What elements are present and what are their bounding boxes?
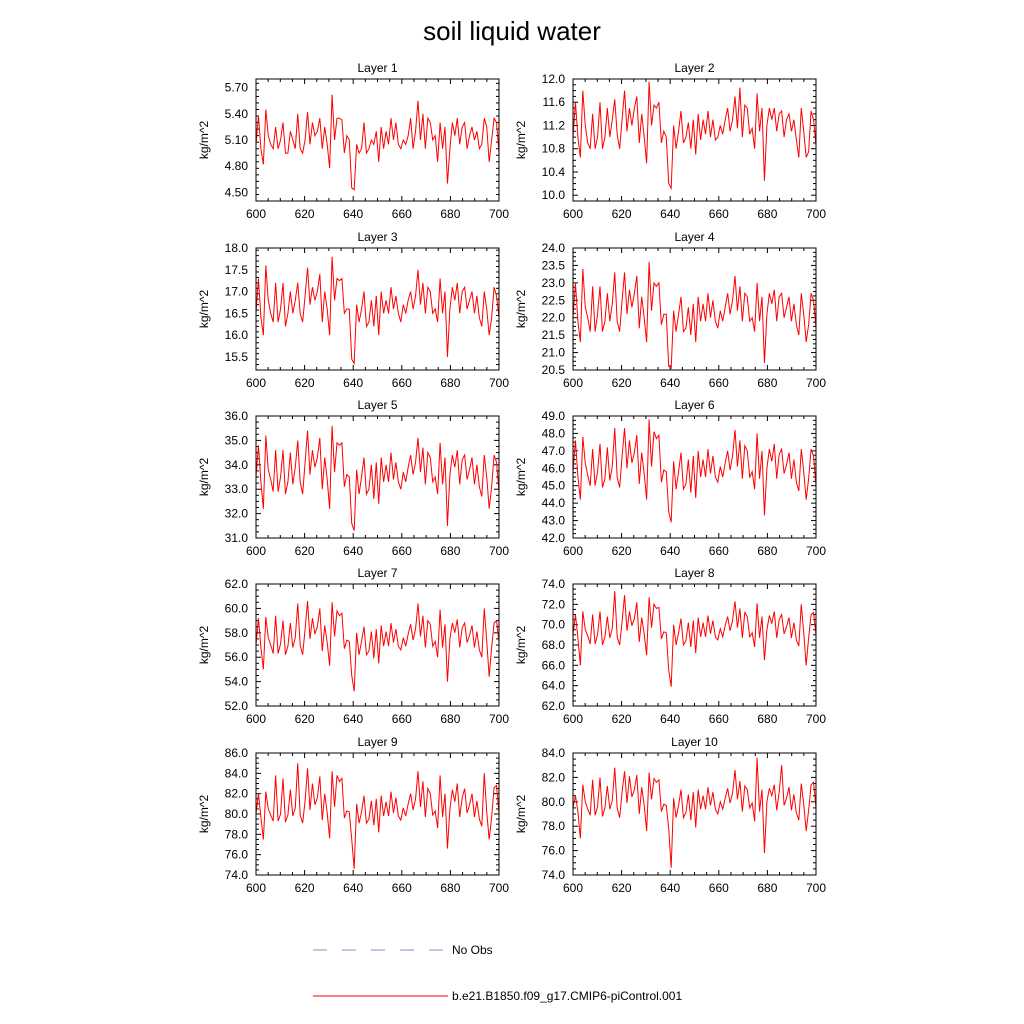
y-axis-label: kg/m^2 — [514, 794, 528, 834]
x-tick-label: 600 — [562, 376, 584, 390]
y-tick-label: 22.5 — [541, 293, 565, 308]
panel-8 — [514, 566, 826, 726]
y-axis-label: kg/m^2 — [514, 120, 528, 160]
x-tick-label: 640 — [660, 207, 681, 221]
series-line — [256, 763, 499, 869]
x-tick-label: 640 — [660, 376, 681, 390]
y-tick-label: 45.0 — [541, 478, 565, 493]
x-tick-label: 680 — [757, 376, 778, 390]
x-tick-label: 620 — [294, 544, 315, 558]
figure-title: soil liquid water — [423, 16, 601, 46]
y-tick-label: 43.0 — [541, 513, 565, 528]
y-axis-label: kg/m^2 — [197, 120, 211, 160]
y-tick-label: 82.0 — [541, 770, 565, 785]
panel-title: Layer 9 — [357, 735, 398, 749]
x-tick-label: 620 — [611, 544, 632, 558]
y-tick-label: 5.70 — [224, 80, 248, 95]
y-tick-label: 66.0 — [541, 658, 565, 673]
x-tick-label: 700 — [805, 376, 827, 390]
x-tick-label: 640 — [343, 712, 364, 726]
panel-title: Layer 3 — [357, 230, 398, 244]
y-tick-label: 32.0 — [224, 506, 248, 521]
y-tick-label: 24.0 — [541, 241, 565, 255]
plot-frame — [573, 584, 816, 706]
y-tick-label: 10.4 — [541, 164, 565, 179]
y-tick-label: 74.0 — [541, 577, 565, 591]
series-line — [256, 426, 499, 531]
y-tick-label: 5.40 — [224, 106, 248, 121]
panel-7 — [197, 566, 509, 726]
y-tick-label: 21.0 — [541, 345, 565, 360]
x-tick-label: 680 — [440, 712, 461, 726]
x-tick-label: 680 — [757, 712, 778, 726]
series-line — [573, 82, 816, 188]
x-tick-label: 700 — [805, 207, 827, 221]
panel-title: Layer 7 — [357, 566, 398, 580]
series-line — [573, 758, 816, 868]
panel-1 — [197, 61, 509, 221]
y-tick-label: 10.0 — [541, 188, 565, 203]
legend-label-no-obs: No Obs — [452, 943, 493, 957]
x-tick-label: 660 — [391, 712, 412, 726]
y-tick-label: 46.0 — [541, 461, 565, 476]
y-tick-label: 47.0 — [541, 443, 565, 458]
x-tick-label: 620 — [294, 207, 315, 221]
x-tick-label: 640 — [343, 881, 364, 895]
panel-4 — [514, 230, 826, 390]
x-tick-label: 700 — [488, 712, 510, 726]
y-tick-label: 42.0 — [541, 531, 565, 545]
panel-10 — [514, 735, 826, 895]
series-line — [256, 95, 499, 190]
y-axis-label: kg/m^2 — [514, 457, 528, 497]
y-tick-label: 31.0 — [224, 531, 248, 545]
x-tick-label: 620 — [611, 207, 632, 221]
y-tick-label: 78.0 — [224, 827, 248, 842]
x-tick-label: 660 — [708, 544, 729, 558]
y-tick-label: 10.8 — [541, 141, 565, 156]
x-tick-label: 640 — [660, 544, 681, 558]
x-tick-label: 640 — [343, 207, 364, 221]
y-tick-label: 49.0 — [541, 409, 565, 423]
y-tick-label: 84.0 — [224, 766, 248, 781]
x-tick-label: 680 — [440, 544, 461, 558]
y-tick-label: 74.0 — [541, 868, 565, 882]
x-tick-label: 700 — [805, 881, 827, 895]
x-tick-label: 600 — [245, 544, 267, 558]
y-axis-label: kg/m^2 — [514, 289, 528, 329]
x-tick-label: 680 — [757, 881, 778, 895]
y-tick-label: 12.0 — [541, 72, 565, 86]
y-axis-label: kg/m^2 — [197, 794, 211, 834]
panel-title: Layer 10 — [671, 735, 718, 749]
y-tick-label: 17.0 — [224, 284, 248, 299]
panel-title: Layer 1 — [357, 61, 398, 75]
panel-5 — [197, 398, 509, 558]
y-tick-label: 62.0 — [541, 699, 565, 713]
x-tick-label: 660 — [391, 544, 412, 558]
legend — [313, 943, 682, 1003]
panel-2 — [514, 61, 826, 221]
y-tick-label: 70.0 — [541, 617, 565, 632]
x-tick-label: 600 — [562, 207, 584, 221]
x-tick-label: 680 — [757, 207, 778, 221]
x-tick-label: 620 — [611, 712, 632, 726]
y-tick-label: 18.0 — [224, 241, 248, 255]
y-tick-label: 35.0 — [224, 433, 248, 448]
x-tick-label: 660 — [391, 376, 412, 390]
series-line — [256, 601, 499, 691]
y-tick-label: 80.0 — [541, 794, 565, 809]
y-tick-label: 23.5 — [541, 258, 565, 273]
y-tick-label: 76.0 — [541, 843, 565, 858]
panel-title: Layer 8 — [674, 566, 715, 580]
y-tick-label: 16.5 — [224, 306, 248, 321]
x-tick-label: 620 — [611, 881, 632, 895]
x-tick-label: 600 — [562, 544, 584, 558]
x-tick-label: 600 — [245, 207, 267, 221]
y-tick-label: 15.5 — [224, 349, 248, 364]
x-tick-label: 640 — [343, 544, 364, 558]
y-tick-label: 72.0 — [541, 597, 565, 612]
y-tick-label: 44.0 — [541, 496, 565, 511]
y-tick-label: 80.0 — [224, 807, 248, 821]
y-axis-label: kg/m^2 — [197, 625, 211, 665]
x-tick-label: 600 — [245, 712, 267, 726]
y-axis-label: kg/m^2 — [514, 625, 528, 665]
x-tick-label: 700 — [805, 544, 827, 558]
x-tick-label: 620 — [294, 881, 315, 895]
x-tick-label: 700 — [805, 712, 827, 726]
y-tick-label: 48.0 — [541, 426, 565, 441]
x-tick-label: 600 — [245, 881, 267, 895]
panel-grid — [197, 61, 826, 895]
y-tick-label: 33.0 — [224, 482, 248, 497]
y-tick-label: 62.0 — [224, 577, 248, 591]
x-tick-label: 640 — [660, 881, 681, 895]
y-tick-label: 74.0 — [224, 868, 248, 882]
y-tick-label: 52.0 — [224, 699, 248, 713]
y-tick-label: 22.0 — [541, 310, 565, 325]
series-line — [256, 257, 499, 364]
y-tick-label: 11.6 — [542, 95, 565, 110]
x-tick-label: 660 — [708, 207, 729, 221]
x-tick-label: 680 — [440, 881, 461, 895]
y-tick-label: 84.0 — [541, 746, 565, 760]
x-tick-label: 600 — [562, 881, 584, 895]
y-tick-label: 21.5 — [541, 328, 565, 343]
y-tick-label: 54.0 — [224, 674, 248, 689]
panel-title: Layer 5 — [357, 398, 398, 412]
y-tick-label: 78.0 — [541, 819, 565, 834]
x-tick-label: 620 — [611, 376, 632, 390]
x-tick-label: 600 — [245, 376, 267, 390]
y-tick-label: 82.0 — [224, 786, 248, 801]
y-tick-label: 36.0 — [224, 409, 248, 423]
y-tick-label: 16.0 — [224, 328, 248, 343]
y-tick-label: 23.0 — [541, 275, 565, 290]
y-tick-label: 58.0 — [224, 625, 248, 640]
x-tick-label: 660 — [708, 712, 729, 726]
series-line — [573, 419, 816, 522]
x-tick-label: 660 — [391, 207, 412, 221]
legend-label-model-run: b.e21.B1850.f09_g17.CMIP6-piControl.001 — [452, 989, 683, 1003]
x-tick-label: 700 — [488, 207, 510, 221]
series-line — [573, 262, 816, 368]
x-tick-label: 640 — [660, 712, 681, 726]
series-line — [573, 591, 816, 687]
y-tick-label: 56.0 — [224, 650, 248, 665]
panel-title: Layer 2 — [674, 61, 715, 75]
x-tick-label: 600 — [562, 712, 584, 726]
panel-title: Layer 6 — [674, 398, 715, 412]
y-tick-label: 11.2 — [542, 118, 565, 133]
x-tick-label: 700 — [488, 544, 510, 558]
y-axis-label: kg/m^2 — [197, 457, 211, 497]
panel-title: Layer 4 — [674, 230, 715, 244]
x-tick-label: 700 — [488, 376, 510, 390]
panel-6 — [514, 398, 826, 558]
x-tick-label: 660 — [708, 376, 729, 390]
x-tick-label: 680 — [440, 207, 461, 221]
y-tick-label: 64.0 — [541, 678, 565, 693]
y-tick-label: 5.10 — [224, 133, 248, 147]
y-tick-label: 68.0 — [541, 638, 565, 652]
panel-9 — [197, 735, 509, 895]
x-tick-label: 680 — [757, 544, 778, 558]
y-tick-label: 60.0 — [224, 601, 248, 616]
x-tick-label: 700 — [488, 881, 510, 895]
plot-frame — [573, 248, 816, 370]
y-tick-label: 4.80 — [224, 159, 248, 174]
x-tick-label: 620 — [294, 376, 315, 390]
y-axis-label: kg/m^2 — [197, 289, 211, 329]
y-tick-label: 4.50 — [224, 185, 248, 200]
y-tick-label: 76.0 — [224, 847, 248, 862]
x-tick-label: 680 — [440, 376, 461, 390]
x-tick-label: 660 — [708, 881, 729, 895]
y-tick-label: 20.5 — [541, 363, 565, 377]
y-tick-label: 86.0 — [224, 746, 248, 760]
y-tick-label: 17.5 — [224, 262, 248, 277]
x-tick-label: 640 — [343, 376, 364, 390]
y-tick-label: 34.0 — [224, 457, 248, 472]
x-tick-label: 660 — [391, 881, 412, 895]
panel-3 — [197, 230, 509, 390]
x-tick-label: 620 — [294, 712, 315, 726]
